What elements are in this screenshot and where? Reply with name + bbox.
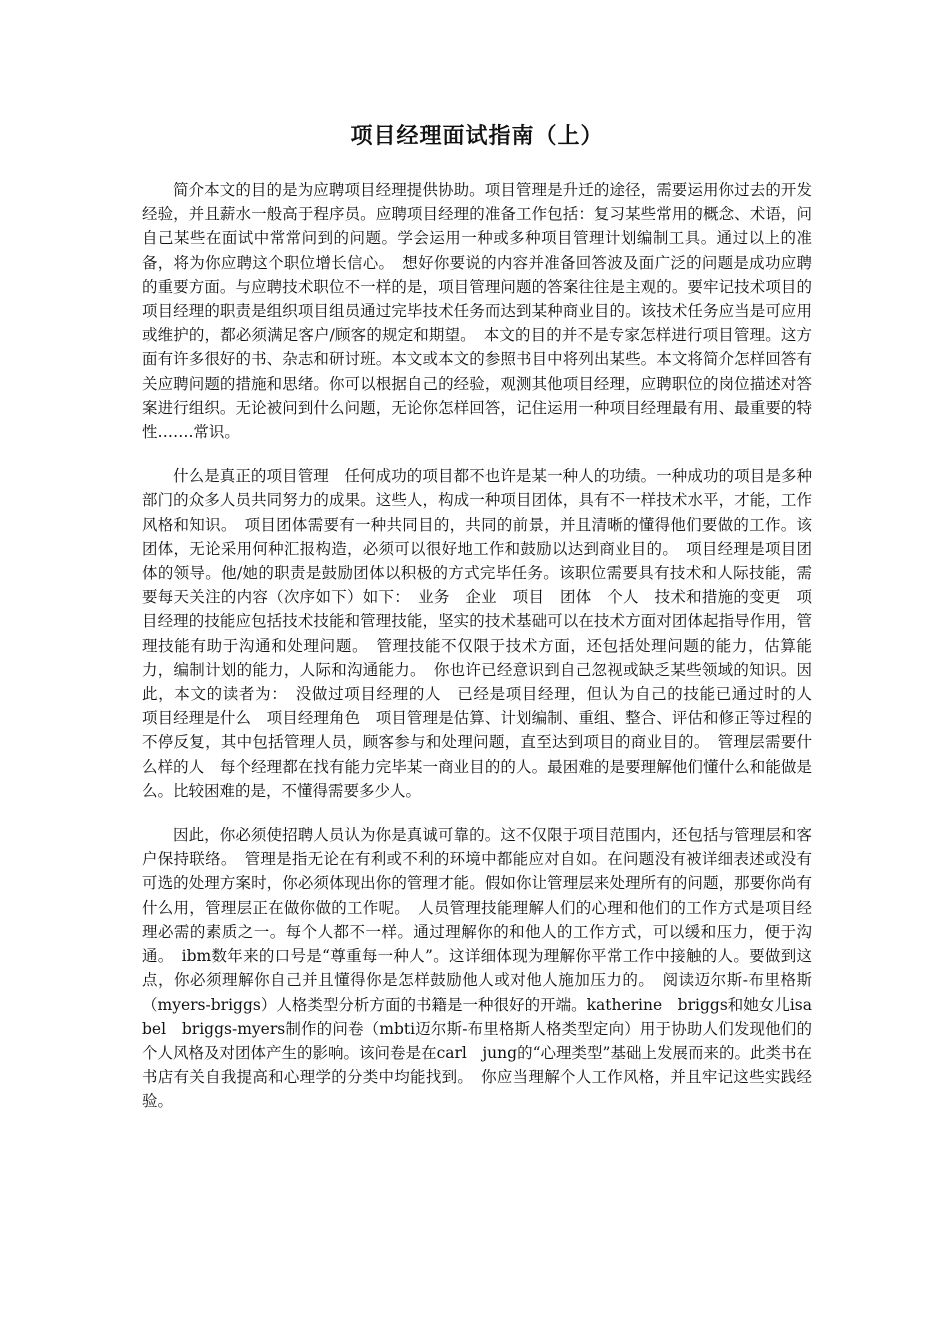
paragraph-what-is-pm: 什么是真正的项目管理 任何成功的项目都不也许是某一种人的功绩。一种成功的项目是多种部门的众多人员共同努力的成果。这些人，构成一种项目团体，具有不一样技术水平，才能，工作风格和知识。 项目团体需要有一种共同目的，共同的前景，并且清晰的懂得他们要做的工作。该团体，无论采用何种汇报构造，必须可以很好地工作和鼓励以达到商业目的。 项目经理是项目团体的领导。他/她的职责是鼓励团体以积极的方式完毕任务。该职位需要具有技术和人际技能，需要每天关注的内容（次序如下）如下： 业务 企业 项目 团体 个人 技术和措施的变更 项目经理的技能应包括技术技能和管理技能，坚实的技术基础可以在技术方面对团体起指导作用，管理技能有助于沟通和处理问题。 管理技能不仅限于技术方面，还包括处理问题的能力，估算能力，编制计划的能力，人际和沟通能力。 你也许已经意识到自己忽视或缺乏某些领域的知识。因此，本文的读者为： 没做过项目经理的人 已经是项目经理，但认为自己的技能已通过时的人 项目经理是什么 项目经理角色 项目管理是估算、计划编制、重组、整合、评估和修正等过程的不停反复，其中包括管理人员，顾客参与和处理问题，直至达到项目的商业目的。 管理层需要什么样的人 每个经理都在找有能力完毕某一商业目的的人。最困难的是要理解他们懂什么和能做是么。比较困难的是，不懂得需要多少人。 — [142, 467, 828, 800]
paragraph-people-management: 因此，你必须使招聘人员认为你是真诚可靠的。这不仅限于项目范围内，还包括与管理层和客户保持联络。 管理是指无论在有利或不利的环境中都能应对自如。在问题没有被详细表述或没有可选的处理方案时，你必须体现出你的管理才能。假如你让管理层来处理所有的问题，那要你尚有什么用，管理层正在做你做的工作呢。 人员管理技能理解人们的心理和他们的工作方式是项目经理必需的素质之一。每个人都不一样。通过理解你的和他人的工作方式，可以缓和压力，便于沟通。 ibm数年来的口号是“尊重每一种人”。这详细体现为理解你平常工作中接触的人。要做到这点，你必须理解你自己并且懂得你是怎样鼓励他人或对他人施加压力的。 阅读迈尔斯-布里格斯（myers-briggs）人格类型分析方面的书籍是一种很好的开端。katherine briggs和她女儿isabel briggs-myers制作的问卷（mbti迈尔斯-布里格斯人格类型定向）用于协助人们发现他们的个人风格及对团体产生的影响。该问卷是在carl jung的“心理类型”基础上发展而来的。此类书在书店有关自我提高和心理学的分类中均能找到。 你应当理解个人工作风格，并且牢记这些实践经验。 — [142, 826, 812, 1111]
document-page — [142, 122, 828, 1134]
paragraph-intro: 简介本文的目的是为应聘项目经理提供协助。项目管理是升迁的途径，需要运用你过去的开发经验，并且薪水一般高于程序员。应聘项目经理的准备工作包括：复习某些常用的概念、术语，问自己某些在面试中常常问到的问题。学会运用一种或多种项目管理计划编制工具。通过以上的准备，将为你应聘这个职位增长信心。 想好你要说的内容并准备回答波及面广泛的问题是成功应聘的重要方面。与应聘技术职位不一样的是，项目管理问题的答案往往是主观的。要牢记技术项目的项目经理的职责是组织项目组员通过完毕技术任务而达到某种商业目的。该技术任务应当是可应用或维护的，都必须满足客户/顾客的规定和期望。 本文的目的并不是专家怎样进行项目管理。这方面有许多很好的书、杂志和研讨班。本文或本文的参照书目中将列出某些。本文将简介怎样回答有关应聘问题的措施和思绪。你可以根据自己的经验，观测其他项目经理，应聘职位的岗位描述对答案进行组织。无论被问到什么问题，无论你怎样回答，记住运用一种项目经理最有用、最重要的特性…….常识。 — [142, 181, 812, 442]
document-title: 项目经理面试指南（上） — [350, 124, 604, 149]
